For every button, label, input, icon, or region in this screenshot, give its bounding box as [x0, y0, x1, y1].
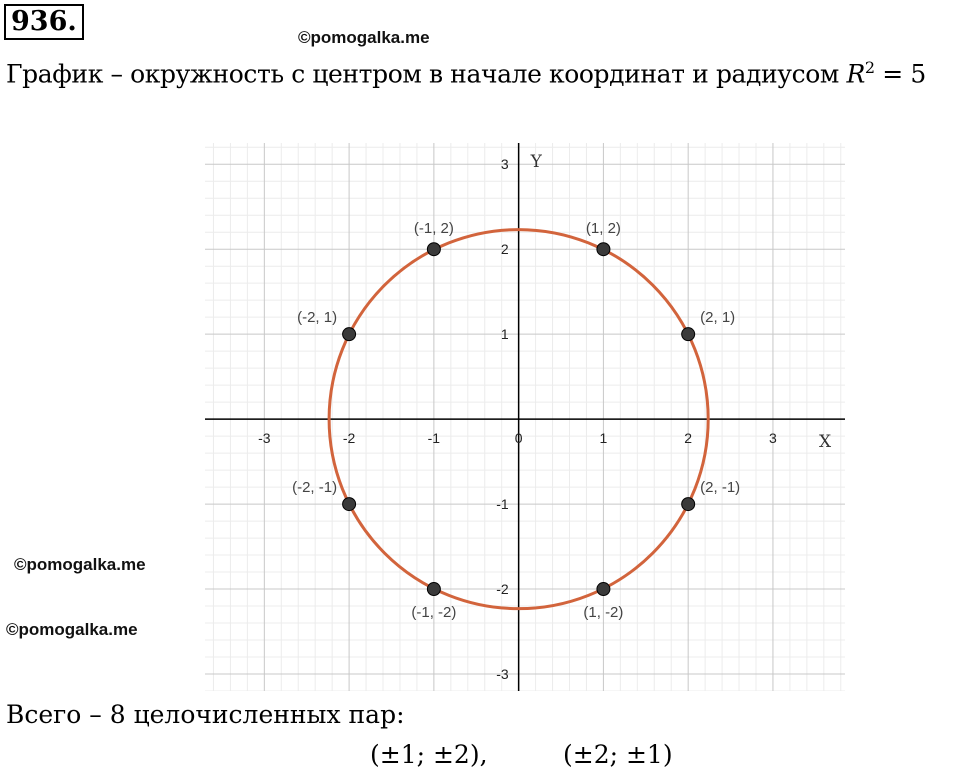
- point-marker: [427, 583, 440, 596]
- x-tick-label: -2: [342, 430, 356, 447]
- point-labels: [292, 220, 740, 621]
- circle-chart: [205, 143, 845, 691]
- x-tick-label: 3: [769, 430, 777, 447]
- x-tick-label: 0: [514, 430, 523, 447]
- x-axis-label: X: [819, 432, 832, 453]
- y-tick-label: 1: [500, 326, 509, 343]
- pairs-answer-1: (±1; ±2),: [370, 740, 488, 769]
- y-axis-label: Y: [530, 152, 542, 172]
- point-label: (-1, 2): [413, 220, 454, 238]
- watermark: ©pomogalka.me: [14, 555, 146, 574]
- point-label: (1, 2): [585, 220, 621, 238]
- point-marker: [427, 243, 440, 256]
- y-tick-label: -2: [496, 581, 509, 598]
- point-marker: [597, 583, 610, 596]
- problem-number: 936.: [4, 4, 84, 40]
- point-label: (1, -2): [583, 604, 624, 622]
- x-tick-label: 2: [684, 430, 693, 447]
- point-label: (2, 1): [700, 309, 736, 327]
- watermark: ©pomogalka.me: [6, 620, 138, 639]
- y-tick-label: 2: [500, 241, 509, 258]
- pairs-answer-2: (±2; ±1): [563, 740, 673, 769]
- equation-rest: = 5: [874, 59, 926, 89]
- point-marker: [682, 328, 695, 341]
- statement-text: График – окружность с центром в начале координат и радиусом: [6, 59, 847, 89]
- y-tick-label: -1: [496, 496, 509, 513]
- watermark: ©pomogalka.me: [298, 28, 430, 47]
- point-marker: [343, 498, 356, 511]
- point-marker: [597, 243, 610, 256]
- summary-text: Всего – 8 целочисленных пар:: [6, 700, 405, 729]
- point-label: (-2, 1): [297, 309, 338, 327]
- radius-symbol: R: [846, 59, 865, 89]
- point-label: (-2, -1): [292, 479, 338, 497]
- y-tick-label: -3: [496, 666, 509, 683]
- point-marker: [682, 498, 695, 511]
- point-marker: [343, 328, 356, 341]
- x-tick-label: -3: [258, 430, 271, 447]
- x-tick-label: 1: [599, 430, 608, 447]
- point-label: (-1, -2): [411, 604, 457, 622]
- radius-exponent: 2: [864, 58, 875, 77]
- problem-statement: [6, 58, 926, 88]
- point-label: (2, -1): [700, 479, 741, 497]
- y-tick-label: 3: [500, 156, 509, 173]
- x-tick-label: -1: [427, 430, 441, 447]
